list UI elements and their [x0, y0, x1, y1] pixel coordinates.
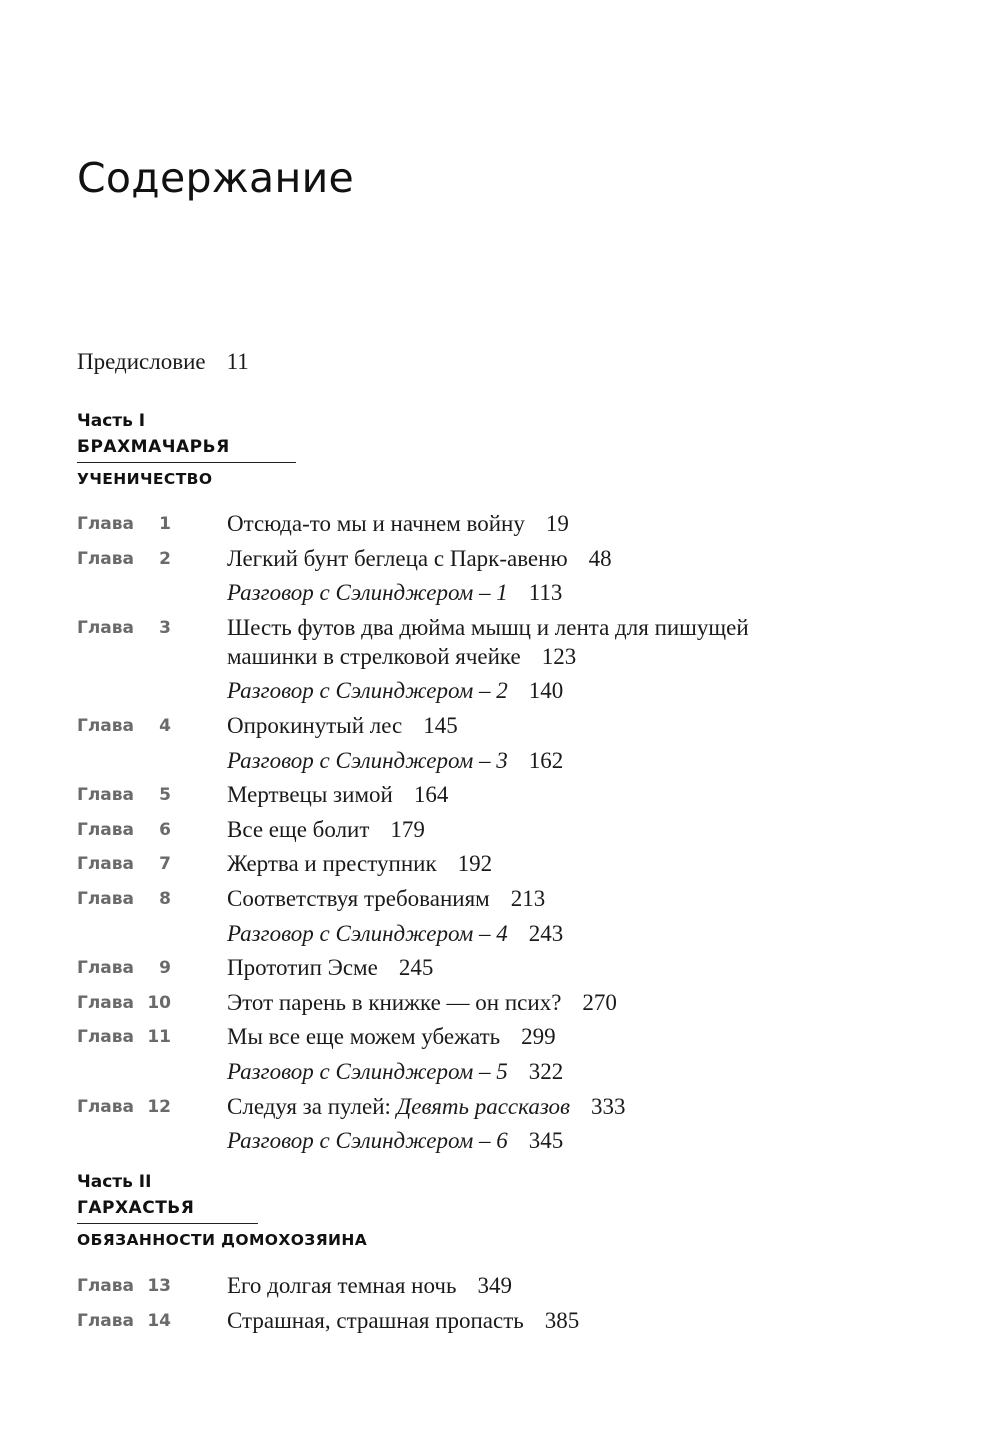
- entry-page: 140: [528, 678, 564, 704]
- chapter-word: Глава: [77, 548, 134, 569]
- entry-page: 333: [590, 1093, 626, 1119]
- entry-title: Шесть футов два дюйма мышц и лента для пишущей: [227, 614, 749, 640]
- entry-line: [227, 780, 927, 809]
- part-label: Часть I: [77, 411, 146, 431]
- part-heading-2: [77, 1169, 367, 1253]
- entry-text: [227, 1092, 927, 1121]
- entry-page: 48: [588, 545, 612, 571]
- chapter-word: Глава: [77, 992, 134, 1013]
- entry-text: [227, 613, 927, 671]
- chapter-number: 12: [147, 1096, 171, 1117]
- entry-text: [227, 1022, 927, 1051]
- chapter-number: 13: [147, 1276, 171, 1296]
- chapter-number: 8: [159, 889, 171, 909]
- entry-text: [227, 1057, 927, 1086]
- entry-title: Его долгая темная ночь: [227, 1273, 457, 1298]
- entry-line: [227, 1271, 927, 1300]
- chapter-label: [77, 1271, 177, 1301]
- entry-page: 385: [544, 1307, 580, 1333]
- entry-title: Разговор с Сэлинджером – 6: [227, 1128, 508, 1154]
- chapter-label: [77, 780, 177, 810]
- entry-page: 243: [528, 920, 564, 946]
- entry-title: Мы все еще можем убежать: [227, 1024, 501, 1050]
- entry-page: 123: [541, 643, 577, 669]
- entry-page: 179: [390, 816, 425, 842]
- entry-title: Опрокинутый лес: [227, 713, 403, 738]
- page-title: Содержание: [77, 154, 355, 202]
- chapter-word: Глава: [77, 889, 134, 909]
- entry-text: [227, 578, 927, 607]
- chapter-number: 6: [159, 819, 171, 840]
- entry-line: [227, 578, 927, 607]
- chapter-label: [77, 613, 177, 643]
- entry-text: [227, 815, 927, 844]
- entry-text: [227, 1271, 927, 1300]
- entry-page: 213: [510, 886, 546, 911]
- chapter-label: [77, 815, 177, 845]
- part-heading-1: [77, 408, 296, 492]
- entry-page: 164: [413, 782, 449, 808]
- chapter-label: [77, 988, 177, 1018]
- entry-title-cont: машинки в стрелковой ячейке: [227, 643, 521, 669]
- preface-label: Предисловие: [77, 349, 206, 374]
- entry-title: Следуя за пулей:: [227, 1093, 397, 1119]
- entry-line: [227, 711, 927, 740]
- chapter-label: [77, 1022, 177, 1052]
- chapter-word: Глава: [77, 716, 134, 736]
- entry-line: [227, 953, 927, 982]
- entry-title: Жертва и преступник: [227, 851, 437, 877]
- entry-line: [227, 613, 927, 642]
- entry-line: [227, 919, 927, 948]
- chapter-number: 1: [159, 514, 171, 534]
- chapter-number: 10: [147, 992, 171, 1013]
- chapter-number: 14: [147, 1310, 171, 1331]
- entry-line: [227, 1126, 927, 1155]
- chapter-word: Глава: [77, 1276, 134, 1296]
- entry-text: [227, 1306, 927, 1335]
- entry-page: 345: [528, 1128, 564, 1154]
- chapter-word: Глава: [77, 1027, 134, 1048]
- chapter-label: [77, 544, 177, 574]
- chapter-label: [77, 849, 177, 879]
- entry-line: [227, 676, 927, 705]
- entry-page: 145: [423, 713, 458, 738]
- part-subtitle: ОБЯЗАННОСТИ ДОМОХОЗЯИНА: [77, 1231, 368, 1249]
- entry-text: [227, 746, 927, 775]
- chapter-word: Глава: [77, 819, 134, 840]
- entry-page: 245: [398, 955, 434, 981]
- entry-title: Разговор с Сэлинджером – 1: [227, 580, 508, 606]
- entry-text: [227, 884, 927, 913]
- part-label: Часть II: [77, 1172, 152, 1192]
- entry-title: Разговор с Сэлинджером – 3: [227, 747, 508, 773]
- entry-text: [227, 849, 927, 878]
- entry-page: 113: [528, 580, 563, 606]
- entry-line: [227, 509, 927, 538]
- entry-page: 299: [521, 1024, 556, 1050]
- entry-title: Страшная, страшная пропасть: [227, 1307, 524, 1333]
- entry-title: Этот парень в книжке — он псих?: [227, 989, 562, 1015]
- entry-title: Легкий бунт беглеца с Парк-авеню: [227, 545, 568, 571]
- entry-page: 322: [528, 1059, 564, 1084]
- entry-line: [227, 1022, 927, 1051]
- chapter-number: 11: [147, 1027, 171, 1048]
- chapter-label: [77, 1306, 177, 1336]
- chapter-word: Глава: [77, 617, 134, 638]
- entry-line: [227, 642, 927, 671]
- entry-line: [227, 544, 927, 573]
- entry-title: Разговор с Сэлинджером – 5: [227, 1059, 508, 1084]
- entry-title: Прототип Эсме: [227, 955, 378, 981]
- chapter-word: Глава: [77, 1096, 134, 1117]
- chapter-label: [77, 884, 177, 914]
- entry-text: [227, 1126, 927, 1155]
- chapter-word: Глава: [77, 958, 134, 979]
- entry-title: Разговор с Сэлинджером – 2: [227, 678, 508, 704]
- entry-text: [227, 544, 927, 573]
- entry-text: [227, 953, 927, 982]
- part-name: БРАХМАЧАРЬЯ: [77, 435, 296, 463]
- entry-page: 162: [528, 747, 564, 773]
- entry-title: Разговор с Сэлинджером – 4: [227, 920, 508, 946]
- entry-line: [227, 815, 927, 844]
- entry-text: [227, 509, 927, 538]
- entry-line: [227, 849, 927, 878]
- chapter-number: 7: [159, 854, 171, 875]
- chapter-number: 4: [159, 716, 171, 736]
- chapter-label: [77, 711, 177, 741]
- entry-line: [227, 1092, 927, 1121]
- part-name: ГАРХАСТЬЯ: [77, 1196, 258, 1224]
- chapter-word: Глава: [77, 785, 134, 806]
- entry-page: 192: [457, 851, 493, 877]
- chapter-label: [77, 953, 177, 983]
- part-subtitle: УЧЕНИЧЕСТВО: [77, 470, 213, 488]
- entry-title: Все еще болит: [227, 816, 370, 842]
- entry-line: [227, 746, 927, 775]
- chapter-word: Глава: [77, 514, 134, 534]
- chapter-number: 5: [159, 785, 171, 806]
- preface-entry: [77, 347, 249, 377]
- entry-text: [227, 676, 927, 705]
- chapter-number: 9: [159, 958, 171, 979]
- entry-text: [227, 711, 927, 740]
- entry-line: [227, 884, 927, 913]
- entry-line: [227, 1306, 927, 1335]
- entry-line: [227, 1057, 927, 1086]
- entry-title: Мертвецы зимой: [227, 782, 393, 808]
- chapter-number: 2: [159, 548, 171, 569]
- entry-text: [227, 780, 927, 809]
- entry-title: Отсюда-то мы и начнем войну: [227, 511, 525, 536]
- chapter-label: [77, 1092, 177, 1122]
- entry-text: [227, 988, 927, 1017]
- entry-page: 349: [477, 1273, 512, 1298]
- preface-page: 11: [226, 349, 249, 374]
- chapter-word: Глава: [77, 1310, 134, 1331]
- entry-page: 19: [545, 511, 569, 536]
- chapter-label: [77, 509, 177, 539]
- chapter-word: Глава: [77, 854, 134, 875]
- entry-title-italic: Девять рассказов: [396, 1093, 570, 1119]
- entry-title: Соответствуя требованиям: [227, 886, 490, 911]
- entry-page: 270: [582, 989, 617, 1015]
- entry-line: [227, 988, 927, 1017]
- chapter-number: 3: [159, 617, 171, 638]
- entry-text: [227, 919, 927, 948]
